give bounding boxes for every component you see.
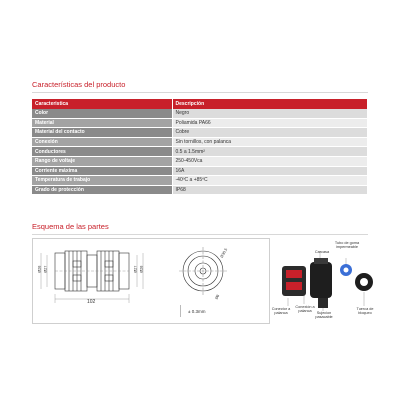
header-characteristic: Caracteristica bbox=[32, 99, 172, 109]
table-row bbox=[32, 109, 368, 118]
title-divider bbox=[32, 234, 368, 235]
table-row bbox=[32, 118, 368, 128]
label-tuerca-de-bloqueo: Tuerca de bloqueo bbox=[356, 307, 374, 316]
product-characteristics-title: Características del producto bbox=[32, 80, 126, 89]
dim-length: 102 bbox=[87, 299, 96, 305]
technical-drawing bbox=[32, 238, 270, 324]
row-value: IP68 bbox=[172, 185, 368, 195]
table-row bbox=[32, 166, 368, 176]
housing-part bbox=[310, 258, 332, 298]
connector-drawing bbox=[33, 239, 269, 323]
row-key: Conexión bbox=[32, 137, 172, 147]
row-key: Rango de voltaje bbox=[32, 156, 172, 166]
row-value: Poliamida PA66 bbox=[172, 118, 368, 128]
row-value: 0.5 a 1.5mm² bbox=[172, 147, 368, 157]
exploded-parts-view bbox=[270, 238, 380, 328]
label-tubo-de-goma: Tubo de goma impermeable bbox=[334, 241, 360, 250]
label-conexion-a-palanca: Conexión a palanca bbox=[295, 305, 315, 314]
row-value: Cobre bbox=[172, 128, 368, 138]
table-row bbox=[32, 137, 368, 147]
row-key: Color bbox=[32, 109, 172, 118]
table-row bbox=[32, 185, 368, 195]
row-value: Sin tornillos, con palanca bbox=[172, 137, 368, 147]
rubber-seal bbox=[340, 264, 352, 276]
dim-end-outer: Ø30.5 bbox=[219, 247, 229, 259]
row-value: -40ºC a +85ºC bbox=[172, 176, 368, 186]
spec-table bbox=[32, 99, 368, 195]
connector-insert bbox=[282, 266, 306, 296]
row-key: Grado de protección bbox=[32, 185, 172, 195]
label-conector-a-palanca: Conector a palanca bbox=[271, 307, 291, 316]
row-key: Corriente máxima bbox=[32, 166, 172, 176]
row-key: Material bbox=[32, 118, 172, 128]
header-description: Descripción bbox=[172, 99, 368, 109]
table-row bbox=[32, 128, 368, 138]
table-row bbox=[32, 147, 368, 157]
table-row bbox=[32, 176, 368, 186]
row-key: Conductores bbox=[32, 147, 172, 157]
dim-left-outer: Ø28 bbox=[37, 265, 42, 273]
table-row bbox=[32, 156, 368, 166]
dim-end-inner: Ø6 bbox=[214, 293, 221, 301]
dim-right-outer: Ø28 bbox=[139, 265, 144, 273]
label-sujecion-pasacable: Sujecion pasacable bbox=[315, 311, 333, 320]
tolerance-note: ± 0.3mm bbox=[188, 309, 206, 314]
dim-left-inner: Ø27 bbox=[43, 265, 48, 273]
row-key: Material del contacto bbox=[32, 128, 172, 138]
dimension-lines bbox=[41, 253, 143, 303]
dim-right-inner: Ø27 bbox=[133, 265, 138, 273]
title-divider bbox=[32, 92, 368, 93]
lock-nut bbox=[355, 273, 373, 291]
row-value: 250-450Vca bbox=[172, 156, 368, 166]
row-value: Negro bbox=[172, 109, 368, 118]
row-value: 16A bbox=[172, 166, 368, 176]
row-key: Temperatura de trabajo bbox=[32, 176, 172, 186]
parts-diagram-title: Esquema de las partes bbox=[32, 222, 109, 231]
cable-gland bbox=[318, 298, 328, 308]
label-carcasa: Carcasa bbox=[314, 250, 330, 254]
